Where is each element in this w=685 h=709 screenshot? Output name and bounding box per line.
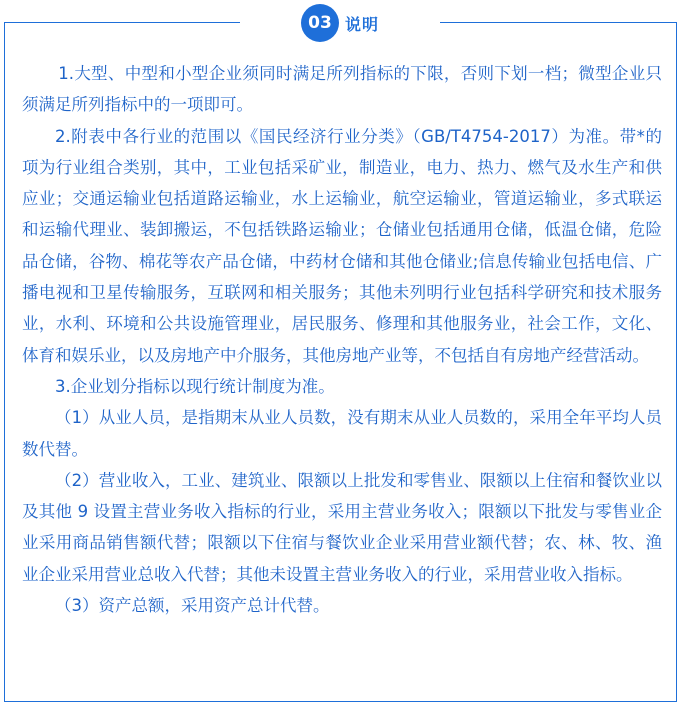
note-paragraph: 3.企业划分指标以现行统计制度为准。 — [55, 376, 335, 396]
note-paragraph: 2.附表中各行业的范围以《国民经济行业分类》（GB/T4754-2017）为准。带*的项为行业组合类别，其中，工业包括采矿业，制造业，电力、热力、燃气及水生产和供应业；交通运输业包括道路运输业，水上运输业，航空运输业，管道运输业，多式联运和运输代理业、装卸搬运，不包括铁路运输业；仓储业包括通用仓储，低温仓储，危险品仓储，谷物、棉花等农产品仓储，中药材仓储和其他仓储业;信息传输业包括电信、广播电视和卫星传输服务，互联网和相关服务；其他未列明行业包括科学研究和技术服务业，水利、环境和公共设施管理业，居民服务、修理和其他服务业，社会工作，文化、体育和娱乐业，以及房地产中介服务，其他房地产业等，不包括自有房地产经营活动。 — [22, 126, 662, 365]
note-paragraph: （3）资产总额，采用资产总计代替。 — [55, 596, 330, 616]
note-paragraph: 1.大型、中型和小型企业须同时满足所列指标的下限，否则下划一档；微型企业只须满足所列指标中的一项即可。 — [22, 64, 662, 115]
note-paragraph: （1）从业人员，是指期末从业人员数，没有期末从业人员数的，采用全年平均人员数代替。 — [22, 408, 662, 459]
section-header — [240, 4, 440, 42]
section-title: 说明 — [344, 14, 379, 34]
section-number-badge: 03 — [301, 4, 339, 42]
notes-body — [22, 58, 662, 621]
note-paragraph: （2）营业收入，工业、建筑业、限额以上批发和零售业、限额以上住宿和餐饮业以及其他 9 设置主营业务收入指标的行业，采用主营业务收入；限额以下批发与零售业企业采用商品销售额代替；限额以下住宿与餐饮业企业采用营业额代替；农、林、牧、渔业企业采用营业总收入代替；其他未设置主营业务收入的行业，采用营业收入指标。 — [22, 470, 662, 584]
